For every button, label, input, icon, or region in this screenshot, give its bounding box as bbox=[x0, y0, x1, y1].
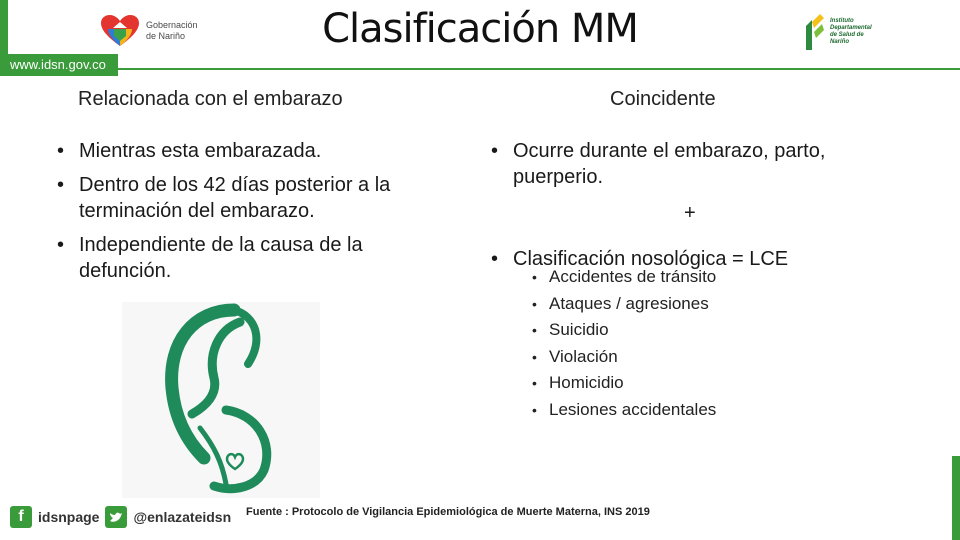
header-divider bbox=[118, 68, 960, 70]
list-item: • Dentro de los 42 días posterior a la terminación del embarazo. bbox=[57, 172, 427, 224]
social-links bbox=[10, 506, 231, 528]
idsn-logo-text: Instituto Departamental de Salud de Nariño bbox=[830, 18, 872, 45]
list-item: • Homicidio bbox=[532, 370, 716, 397]
list-item: • Independiente de la causa de la defunción. bbox=[57, 232, 427, 284]
list-item: • Ataques / agresiones bbox=[532, 291, 716, 318]
source-citation: Fuente : Protocolo de Vigilancia Epidemiológica de Muerte Materna, INS 2019 bbox=[246, 506, 650, 518]
pregnant-woman-illustration bbox=[122, 302, 320, 498]
left-bullet-list bbox=[57, 138, 427, 292]
website-url[interactable]: www.idsn.gov.co bbox=[0, 54, 118, 76]
list-item: • Violación bbox=[532, 344, 716, 371]
twitter-handle[interactable]: @enlazateidsn bbox=[133, 509, 232, 525]
right-column-heading: Coincidente bbox=[610, 88, 716, 110]
twitter-icon[interactable] bbox=[105, 506, 127, 528]
list-item: • Suicidio bbox=[532, 317, 716, 344]
page-title: Clasificación MM bbox=[322, 6, 638, 52]
gobernacion-logo-text: Gobernación de Nariño bbox=[146, 20, 198, 41]
cause-sub-list bbox=[532, 264, 716, 424]
idsn-logo bbox=[802, 12, 880, 52]
facebook-icon[interactable]: f bbox=[10, 506, 32, 528]
list-item: • Ocurre durante el embarazo, parto, puerperio. bbox=[491, 138, 871, 190]
facebook-handle[interactable]: idsnpage bbox=[38, 509, 100, 525]
list-item: • Lesiones accidentales bbox=[532, 397, 716, 424]
list-item: • Accidentes de tránsito bbox=[532, 264, 716, 291]
left-column-heading: Relacionada con el embarazo bbox=[78, 88, 343, 110]
idsn-leaf-icon bbox=[802, 12, 826, 52]
list-item: • Clasificación nosológica = LCE bbox=[491, 246, 871, 272]
plus-sign: + bbox=[684, 202, 696, 224]
list-item: • Mientras esta embarazada. bbox=[57, 138, 427, 164]
right-bullet-list bbox=[491, 138, 871, 280]
right-green-stripe bbox=[952, 456, 960, 540]
